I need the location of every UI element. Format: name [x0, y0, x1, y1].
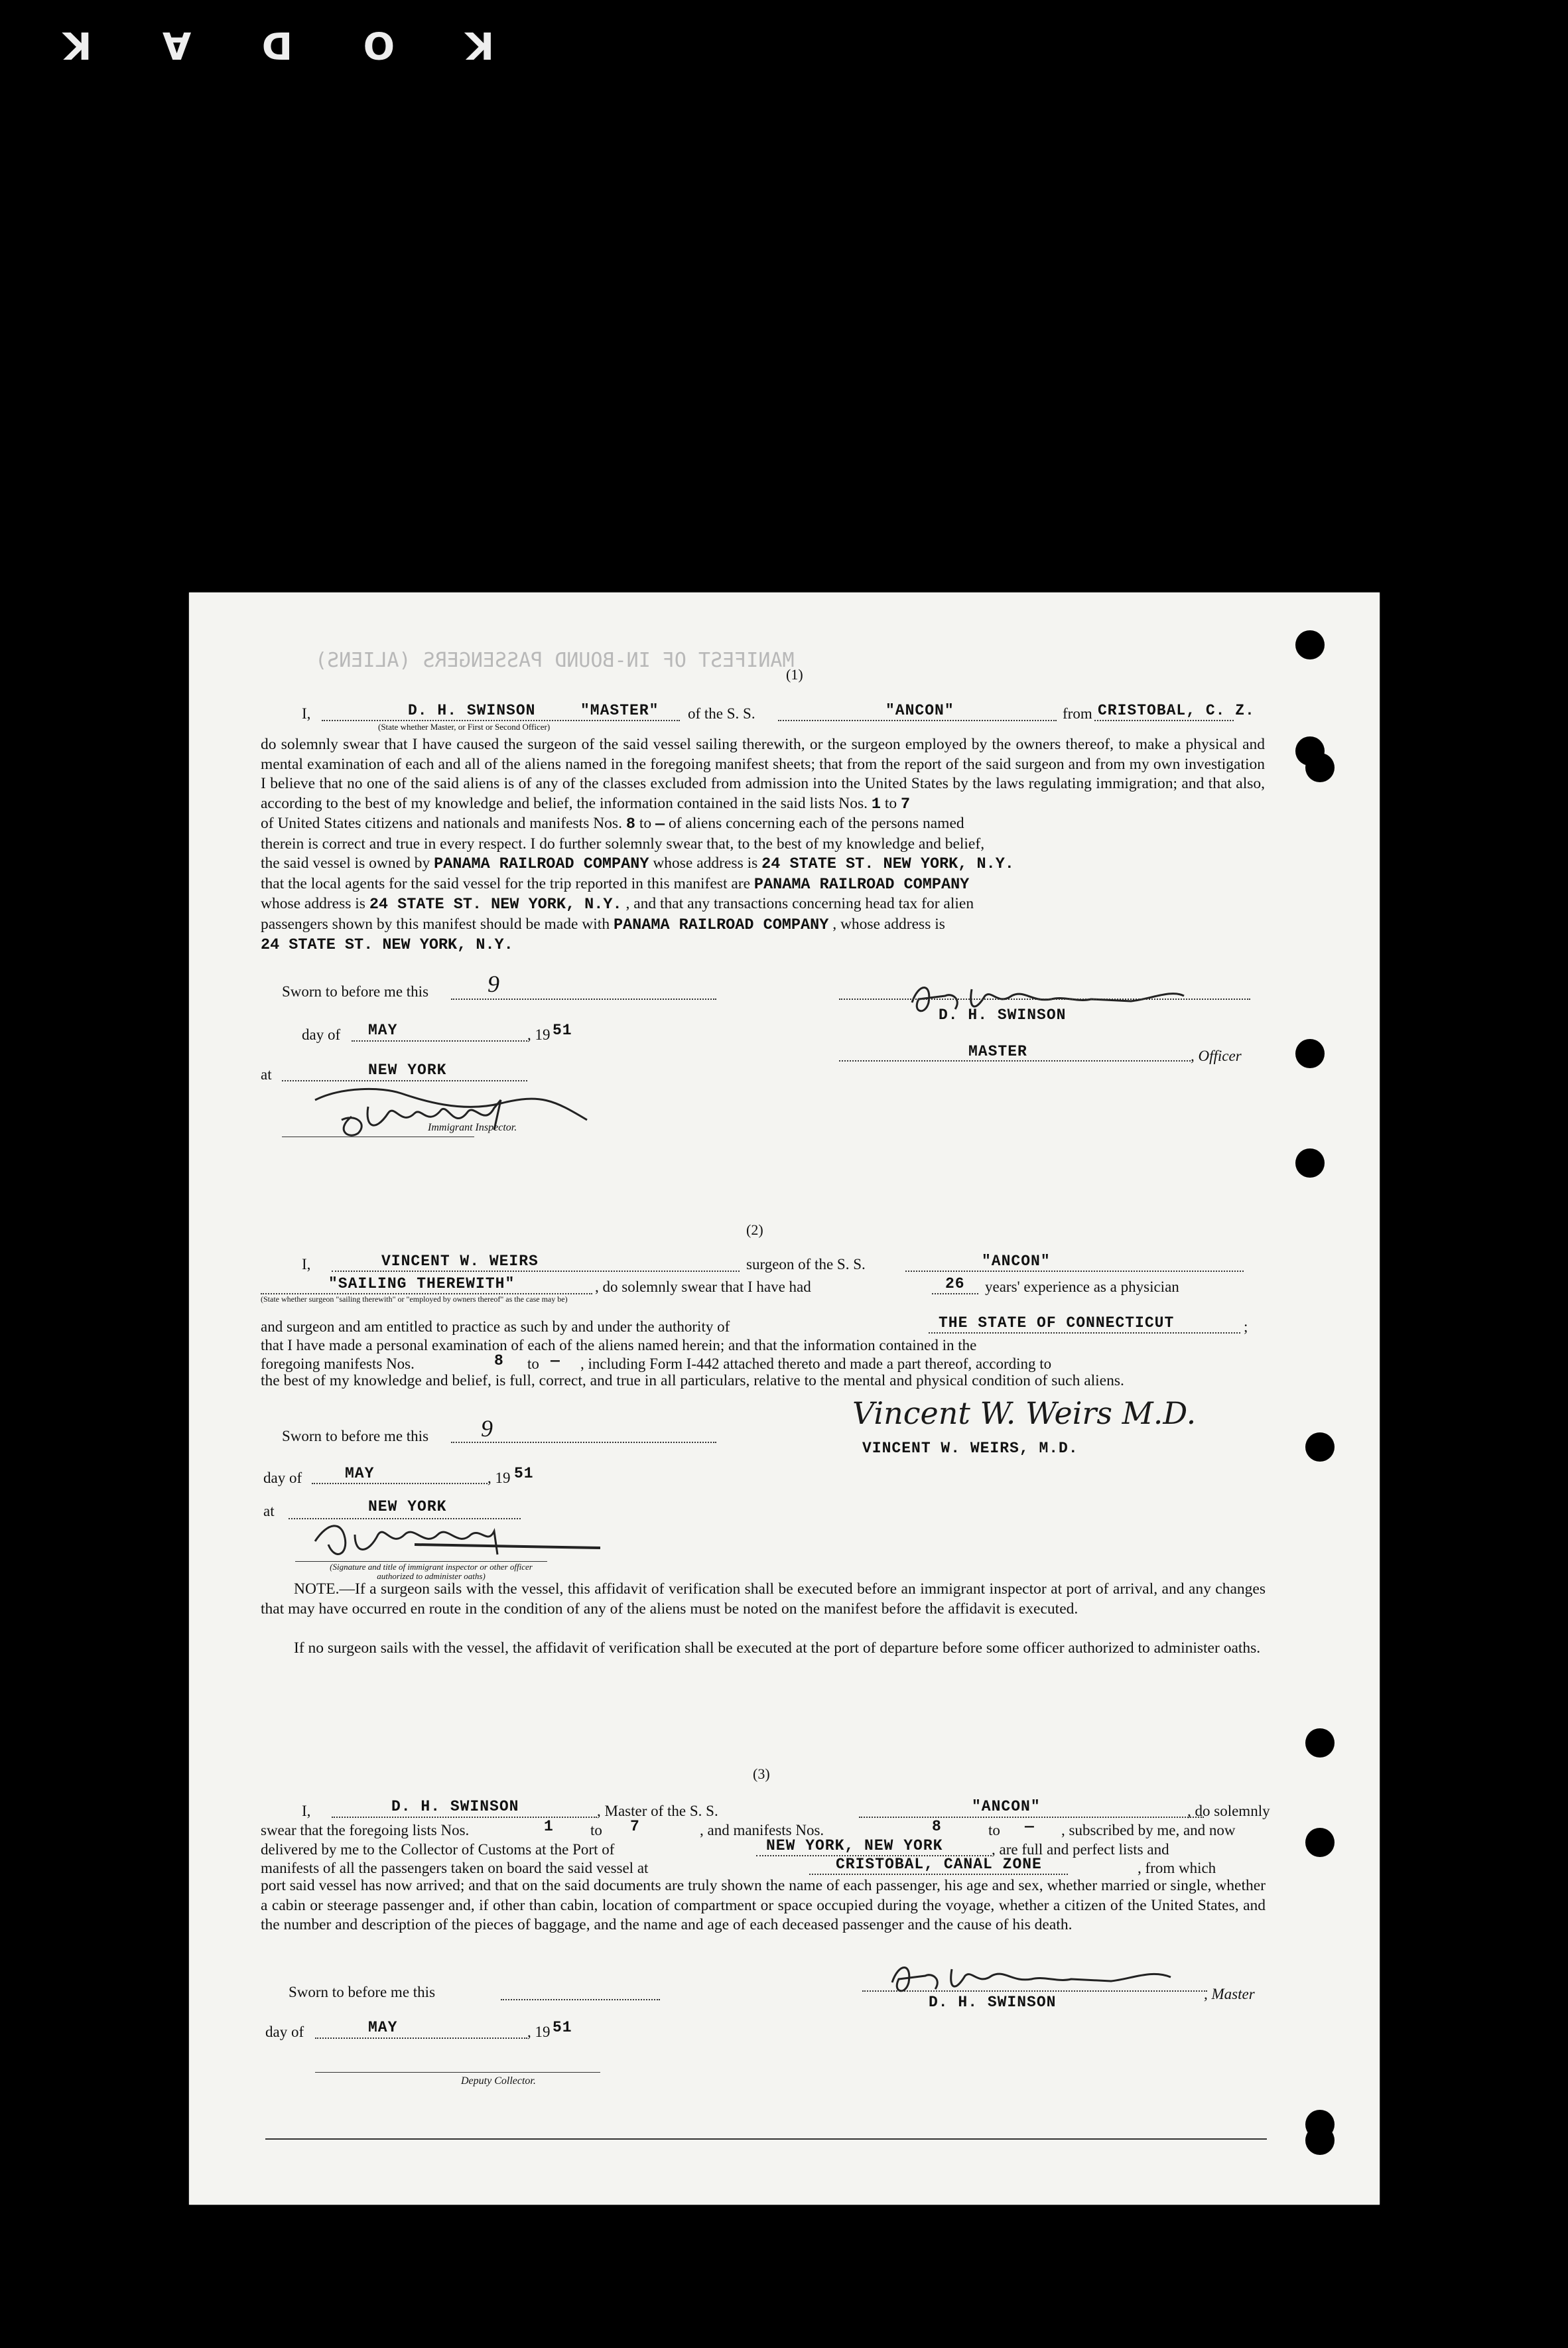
film-edge-imprint	[63, 25, 494, 65]
surgeon-man-to: —	[551, 1352, 560, 1369]
whose-address-label: whose address is	[261, 895, 365, 912]
master-typed-name: D. H. SWINSON	[929, 1994, 1057, 2011]
inspector-signature	[295, 1508, 614, 1568]
punch-hole	[1295, 630, 1325, 659]
punch-hole	[1305, 1432, 1335, 1462]
whose-address-label: , whose address is	[832, 915, 945, 933]
kodak-letter: K	[63, 23, 92, 67]
solemnly-text: , do solemnly	[1187, 1803, 1270, 1819]
exam-line: that I have made a personal examination of each of the aliens named herein; and that the information contained in the	[261, 1337, 977, 1353]
sworn-day: 9	[488, 971, 499, 997]
bleed-through-header: MANIFEST OF IN-BOUND PASSENGERS (ALIENS)	[315, 649, 795, 672]
manifest-page	[189, 592, 1380, 2205]
surgeon-signature: Vincent W. Weirs M.D.	[852, 1395, 1197, 1431]
punch-hole	[1305, 2223, 1335, 2252]
full-perfect-text: , are full and perfect lists and	[992, 1841, 1169, 1858]
lists-to: 7	[901, 795, 911, 813]
day-of-label: day of	[265, 2024, 304, 2040]
note-label: NOTE.	[294, 1580, 340, 1598]
master-typed-name: D. H. SWINSON	[939, 1006, 1067, 1024]
master-oath-text: do solemnly swear that I have caused the surgeon of the said vessel sailing therewith, or the surgeon employed by the owners thereof, to make a physical and mental examination of each and all of the aliens named in the foregoing manifest sheets; that from the report of the said surgeon and from my own investigation I believe that no one of the said aliens is of any of the classes excluded from admission into the United States by the laws regulating immigration; and that also, according to the best of my knowledge and belief, the information contained in the said lists Nos.	[261, 736, 1265, 812]
year-prefix: , 19	[527, 2024, 551, 2040]
authority-text: and surgeon and am entitled to practice as such by and under the authority of	[261, 1318, 730, 1335]
master-oath-rest: port said vessel has now arrived; and that on the said documents are truly shown the name of each passenger, his age and sex, whether married or single, whether a cabin or steerage passenger and, if other than cabin, location of compartment or space occupied during the voyage, whether a citizen of the United States, and the number and description of the pieces of baggage, and the name and age of each deceased passenger and the cause of his death.	[261, 1877, 1266, 1933]
to-word: to	[590, 1822, 602, 1838]
officer-rank: "MASTER"	[580, 702, 659, 719]
passengers-shown-label: passengers shown by this manifest should be made with	[261, 915, 610, 933]
sworn-month: MAY	[368, 1022, 398, 1039]
punch-hole	[1305, 1728, 1335, 1758]
surgeon-name: VINCENT W. WEIRS	[381, 1253, 539, 1270]
officer-caption: , Officer	[1191, 1048, 1242, 1064]
sworn-place: NEW YORK	[368, 1062, 447, 1079]
master-title: MASTER	[968, 1043, 1027, 1060]
master-lists-to: 7	[630, 1818, 640, 1835]
punch-hole	[1305, 1828, 1335, 1857]
manifests-all-text: manifests of all the passengers taken on board the said vessel at	[261, 1860, 649, 1876]
at-label: at	[263, 1503, 275, 1519]
swear-text: , do solemnly swear that I have had	[595, 1278, 811, 1295]
surgeon-man-from: 8	[494, 1352, 504, 1369]
deputy-collector-caption: Deputy Collector.	[461, 2075, 536, 2087]
from-which-text: , from which	[1138, 1860, 1216, 1876]
local-agents: PANAMA RAILROAD COMPANY	[753, 875, 970, 894]
oath-officer-caption: (Signature and title of immigrant inspector or other officer authorized to administer oaths)	[330, 1562, 533, 1581]
inspector-signature	[302, 1073, 620, 1146]
swear-lists-text: swear that the foregoing lists Nos.	[261, 1822, 470, 1838]
punch-hole	[1295, 1039, 1325, 1068]
manifests-to: —	[655, 815, 665, 833]
sworn-year: 51	[553, 2019, 572, 2036]
day-of-label: day of	[302, 1026, 341, 1043]
lists-from: 1	[871, 795, 881, 813]
punch-hole	[1305, 753, 1335, 782]
year-prefix: , 19	[488, 1470, 511, 1486]
officer-name: D. H. SWINSON	[408, 702, 536, 719]
including-text: , including Form I-442 attached thereto and made a part thereof, according to	[580, 1355, 1052, 1372]
section-3-i: I,	[302, 1803, 311, 1819]
master-name: D. H. SWINSON	[391, 1798, 519, 1815]
and-manifests-text: , and manifests Nos.	[700, 1822, 824, 1838]
local-agents-label: that the local agents for the said vessel for the trip reported in this manifest are	[261, 874, 751, 892]
at-label: at	[261, 1066, 272, 1083]
surgeon-status: "SAILING THEREWITH"	[328, 1275, 515, 1292]
authority-end: ;	[1244, 1318, 1248, 1335]
correct-line: therein is correct and true in every respect. I do further solemnly swear that, to the best of my knowledge and belief,	[261, 835, 985, 853]
sworn-year: 51	[514, 1465, 534, 1482]
subscribed-text: , subscribed by me, and now	[1061, 1822, 1236, 1838]
head-tax-text: , and that any transactions concerning head tax for alien	[625, 895, 974, 912]
port-of-arrival: NEW YORK, NEW YORK	[766, 1837, 943, 1854]
kodak-letter: A	[162, 23, 192, 67]
owner-address: 24 STATE ST. NEW YORK, N.Y.	[761, 855, 1014, 873]
section-2-number: (2)	[746, 1221, 763, 1238]
manifests-from: 8	[625, 815, 635, 833]
sworn-month: MAY	[345, 1465, 375, 1482]
surgeon-typed-name: VINCENT W. WEIRS, M.D.	[862, 1440, 1078, 1457]
agents-address: 24 STATE ST. NEW YORK, N.Y.	[369, 896, 622, 914]
vessel-name: "ANCON"	[885, 702, 954, 719]
sworn-day: 9	[481, 1415, 493, 1442]
citizens-line-end: of aliens concerning each of the persons named	[668, 815, 964, 832]
to-word: to	[639, 815, 652, 832]
year-prefix: , 19	[527, 1026, 551, 1043]
sworn-label: Sworn to before me this	[282, 983, 429, 1000]
years-experience: 26	[945, 1275, 965, 1292]
licensing-authority: THE STATE OF CONNECTICUT	[939, 1314, 1175, 1332]
sworn-place: NEW YORK	[368, 1498, 447, 1515]
vessel-owner: PANAMA RAILROAD COMPANY	[434, 855, 649, 873]
section-1-i: I,	[302, 705, 311, 722]
port-from: CRISTOBAL, C. Z.	[1098, 702, 1255, 719]
surgeon-of-ss: surgeon of the S. S.	[746, 1256, 866, 1273]
master-vessel: "ANCON"	[972, 1798, 1041, 1815]
years-exp-text: years' experience as a physician	[985, 1278, 1179, 1295]
day-of-label: day of	[263, 1470, 302, 1486]
status-caption: (State whether surgeon "sailing therewith" or "employed by owners thereof" as the case may be)	[261, 1294, 568, 1304]
punch-hole	[1305, 2126, 1335, 2155]
master-man-from: 8	[932, 1818, 942, 1835]
note-text-1: —If a surgeon sails with the vessel, this affidavit of verification shall be executed before an immigrant inspector at port of arrival, and any changes that may have occurred en route in the condition of any of the aliens must be noted on the manifest before the affidavit is executed.	[261, 1580, 1266, 1618]
kodak-letter: O	[363, 23, 395, 67]
master-caption: , Master	[1204, 1986, 1255, 2002]
kodak-letter: K	[465, 23, 494, 67]
foregoing-manifests: foregoing manifests Nos.	[261, 1355, 415, 1372]
owned-by-label: the said vessel is owned by	[261, 855, 430, 872]
delivered-text: delivered by me to the Collector of Customs at the Port of	[261, 1841, 615, 1858]
note-text-2: If no surgeon sails with the vessel, the affidavit of verification shall be executed at the port of departure before some officer authorized to administer oaths.	[294, 1639, 1261, 1657]
from-label: from	[1063, 705, 1092, 722]
head-tax-address: 24 STATE ST. NEW YORK, N.Y.	[261, 936, 513, 954]
master-of-ss: , Master of the S. S.	[597, 1803, 718, 1819]
rank-caption: (State whether Master, or First or Second Officer)	[378, 722, 551, 732]
punch-hole	[1295, 1148, 1325, 1178]
kodak-letter: D	[261, 23, 293, 67]
master-man-to: —	[1025, 1818, 1035, 1835]
sworn-month: MAY	[368, 2019, 398, 2036]
to-word: to	[884, 794, 897, 812]
section-1-number: (1)	[786, 666, 803, 683]
sworn-label: Sworn to before me this	[289, 1984, 436, 2000]
whose-address-label: whose address is	[653, 855, 758, 872]
section-2-i: I,	[302, 1256, 311, 1273]
head-tax-party: PANAMA RAILROAD COMPANY	[613, 916, 829, 934]
citizens-line: of United States citizens and nationals and manifests Nos.	[261, 815, 622, 832]
to-word: to	[527, 1355, 539, 1372]
surgeon-vessel: "ANCON"	[982, 1253, 1051, 1270]
inspector-caption: Immigrant Inspector.	[428, 1122, 517, 1133]
of-the-ss: of the S. S.	[688, 705, 755, 722]
belief-text: the best of my knowledge and belief, is full, correct, and true in all particulars, relative to the mental and physical condition of such aliens.	[261, 1372, 1124, 1389]
port-taken-on-board: CRISTOBAL, CANAL ZONE	[836, 1856, 1042, 1873]
sworn-year: 51	[553, 1022, 572, 1039]
sworn-label: Sworn to before me this	[282, 1428, 429, 1444]
master-lists-from: 1	[544, 1818, 554, 1835]
section-3-number: (3)	[753, 1765, 770, 1782]
to-word: to	[988, 1822, 1000, 1838]
